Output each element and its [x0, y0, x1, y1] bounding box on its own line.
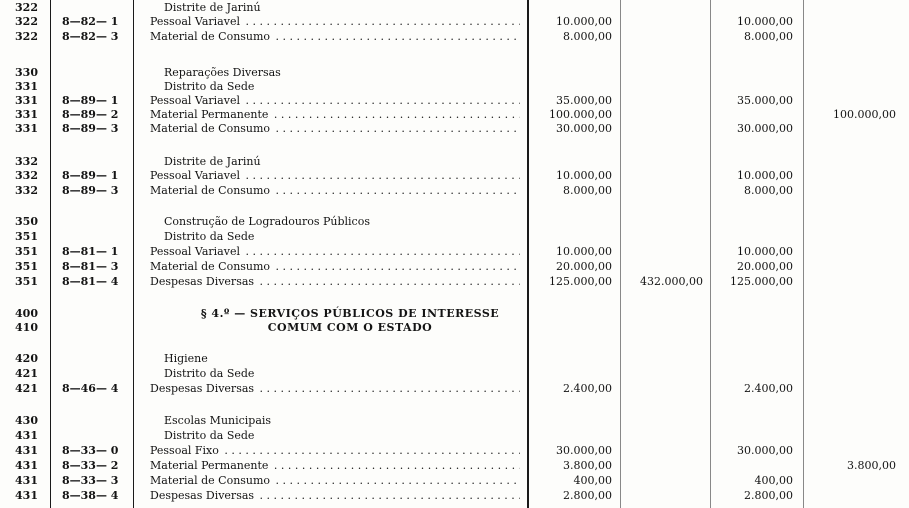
item-number: 431 [15, 489, 38, 502]
item-description-text: Pessoal Variavel [150, 169, 240, 182]
table-row [0, 230, 909, 244]
table-row [0, 215, 909, 229]
table-row [0, 429, 909, 443]
item-description [150, 122, 520, 136]
item-description [150, 30, 520, 44]
item-number: 421 [15, 367, 38, 380]
value-col-3: 125.000,00 [730, 275, 793, 288]
value-col-4: 100.000,00 [833, 108, 896, 121]
item-number: 421 [15, 382, 38, 395]
table-row [0, 414, 909, 428]
value-col-1: 20.000,00 [556, 260, 612, 273]
item-number: 322 [15, 15, 38, 28]
item-code: 8—46— 4 [62, 382, 119, 395]
table-row [0, 245, 909, 259]
item-description-text: Despesas Diversas [150, 275, 255, 288]
value-col-1: 10.000,00 [556, 245, 612, 258]
table-row [0, 1, 909, 15]
item-code: 8—81— 1 [62, 245, 119, 258]
value-col-2: 432.000,00 [640, 275, 703, 288]
item-code: 8—33— 3 [62, 474, 119, 487]
item-number: 351 [15, 275, 38, 288]
item-code: 8—33— 2 [62, 459, 119, 472]
value-col-3: 20.000,00 [737, 260, 793, 273]
value-col-1: 10.000,00 [556, 169, 612, 182]
value-col-3: 10.000,00 [737, 245, 793, 258]
item-number: 431 [15, 474, 38, 487]
item-description [150, 382, 520, 396]
table-row [0, 260, 909, 274]
table-row [0, 307, 909, 321]
table-row [0, 66, 909, 80]
table-row [0, 382, 909, 396]
item-description [150, 489, 520, 503]
table-row [0, 459, 909, 473]
table-row [0, 184, 909, 198]
value-col-1: 2.800,00 [563, 489, 612, 502]
section-heading-line-1: § 4.º — SERVIÇOS PÚBLICOS DE INTERESSE [200, 307, 500, 320]
item-description [150, 15, 520, 29]
value-col-1: 10.000,00 [556, 15, 612, 28]
item-number: 351 [15, 260, 38, 273]
category-heading: Reparações Diversas [164, 66, 281, 79]
item-number: 322 [15, 30, 38, 43]
item-description-text: Despesas Diversas [150, 489, 255, 502]
item-number: 332 [15, 169, 38, 182]
item-description [150, 275, 520, 289]
item-number: 431 [15, 429, 38, 442]
item-description-text: Material de Consumo [150, 260, 271, 273]
item-description-text: Pessoal Variavel [150, 15, 240, 28]
value-col-1: 400,00 [573, 474, 612, 487]
value-col-1: 125.000,00 [549, 275, 612, 288]
table-row [0, 30, 909, 44]
table-row [0, 275, 909, 289]
item-number: 331 [15, 122, 38, 135]
item-description [150, 474, 520, 488]
value-col-3: 8.000,00 [744, 184, 793, 197]
item-code: 8—33— 0 [62, 444, 119, 457]
item-code: 8—89— 1 [62, 169, 119, 182]
item-number: 330 [15, 66, 38, 79]
district-heading: Distrite de Jarinú [164, 155, 261, 168]
table-row [0, 155, 909, 169]
value-col-3: 35.000,00 [737, 94, 793, 107]
value-col-1: 30.000,00 [556, 444, 612, 457]
item-description-text: Material Permanente [150, 108, 269, 121]
item-number: 332 [15, 155, 38, 168]
table-row [0, 367, 909, 381]
district-heading: Distrito da Sede [164, 429, 255, 442]
category-heading: Higiene [164, 352, 208, 365]
item-number: 322 [15, 1, 38, 14]
item-description-text: Despesas Diversas [150, 382, 255, 395]
item-code: 8—89— 3 [62, 184, 119, 197]
district-heading: Distrito da Sede [164, 230, 255, 243]
district-heading: Distrito da Sede [164, 80, 255, 93]
item-number: 351 [15, 245, 38, 258]
item-number: 410 [15, 321, 38, 334]
item-description-text: Pessoal Variavel [150, 245, 240, 258]
district-heading: Distrite de Jarinú [164, 1, 261, 14]
item-code: 8—89— 1 [62, 94, 119, 107]
value-col-1: 30.000,00 [556, 122, 612, 135]
table-row [0, 94, 909, 108]
item-number: 350 [15, 215, 38, 228]
value-col-4: 3.800,00 [847, 459, 896, 472]
value-col-1: 8.000,00 [563, 184, 612, 197]
item-description [150, 444, 520, 458]
item-description [150, 260, 520, 274]
item-description-text: Material de Consumo [150, 474, 271, 487]
item-number: 420 [15, 352, 38, 365]
district-heading: Distrito da Sede [164, 367, 255, 380]
value-col-3: 30.000,00 [737, 122, 793, 135]
value-col-3: 10.000,00 [737, 169, 793, 182]
value-col-1: 35.000,00 [556, 94, 612, 107]
value-col-1: 3.800,00 [563, 459, 612, 472]
item-description-text: Material Permanente [150, 459, 269, 472]
item-code: 8—38— 4 [62, 489, 119, 502]
item-code: 8—89— 2 [62, 108, 119, 121]
item-number: 431 [15, 444, 38, 457]
section-heading-line-2: COMUM COM O ESTADO [267, 321, 433, 334]
item-description [150, 459, 520, 473]
item-description [150, 94, 520, 108]
item-number: 351 [15, 230, 38, 243]
item-code: 8—89— 3 [62, 122, 119, 135]
item-code: 8—81— 4 [62, 275, 119, 288]
table-row [0, 122, 909, 136]
category-heading: Escolas Municipais [164, 414, 272, 427]
value-col-3: 400,00 [754, 474, 793, 487]
item-description [150, 245, 520, 259]
item-description-text: Material de Consumo [150, 184, 271, 197]
item-code: 8—81— 3 [62, 260, 119, 273]
value-col-3: 2.800,00 [744, 489, 793, 502]
value-col-1: 2.400,00 [563, 382, 612, 395]
table-row [0, 474, 909, 488]
item-number: 431 [15, 459, 38, 472]
item-number: 332 [15, 184, 38, 197]
item-description [150, 108, 520, 122]
value-col-1: 8.000,00 [563, 30, 612, 43]
item-description [150, 184, 520, 198]
table-row [0, 444, 909, 458]
item-number: 331 [15, 94, 38, 107]
value-col-3: 2.400,00 [744, 382, 793, 395]
item-description-text: Material de Consumo [150, 122, 271, 135]
item-description-text: Material de Consumo [150, 30, 271, 43]
item-description [150, 169, 520, 183]
table-row [0, 352, 909, 366]
item-number: 400 [15, 307, 38, 320]
item-code: 8—82— 1 [62, 15, 119, 28]
item-code: 8—82— 3 [62, 30, 119, 43]
value-col-3: 30.000,00 [737, 444, 793, 457]
table-row [0, 80, 909, 94]
value-col-1: 100.000,00 [549, 108, 612, 121]
item-number: 331 [15, 80, 38, 93]
table-row [0, 489, 909, 503]
value-col-3: 8.000,00 [744, 30, 793, 43]
item-description-text: Pessoal Variavel [150, 94, 240, 107]
item-description-text: Pessoal Fixo [150, 444, 219, 457]
category-heading: Construção de Logradouros Públicos [164, 215, 370, 228]
value-col-3: 10.000,00 [737, 15, 793, 28]
table-row [0, 169, 909, 183]
item-number: 331 [15, 108, 38, 121]
item-number: 430 [15, 414, 38, 427]
table-row [0, 108, 909, 122]
table-row [0, 321, 909, 335]
table-row [0, 15, 909, 29]
